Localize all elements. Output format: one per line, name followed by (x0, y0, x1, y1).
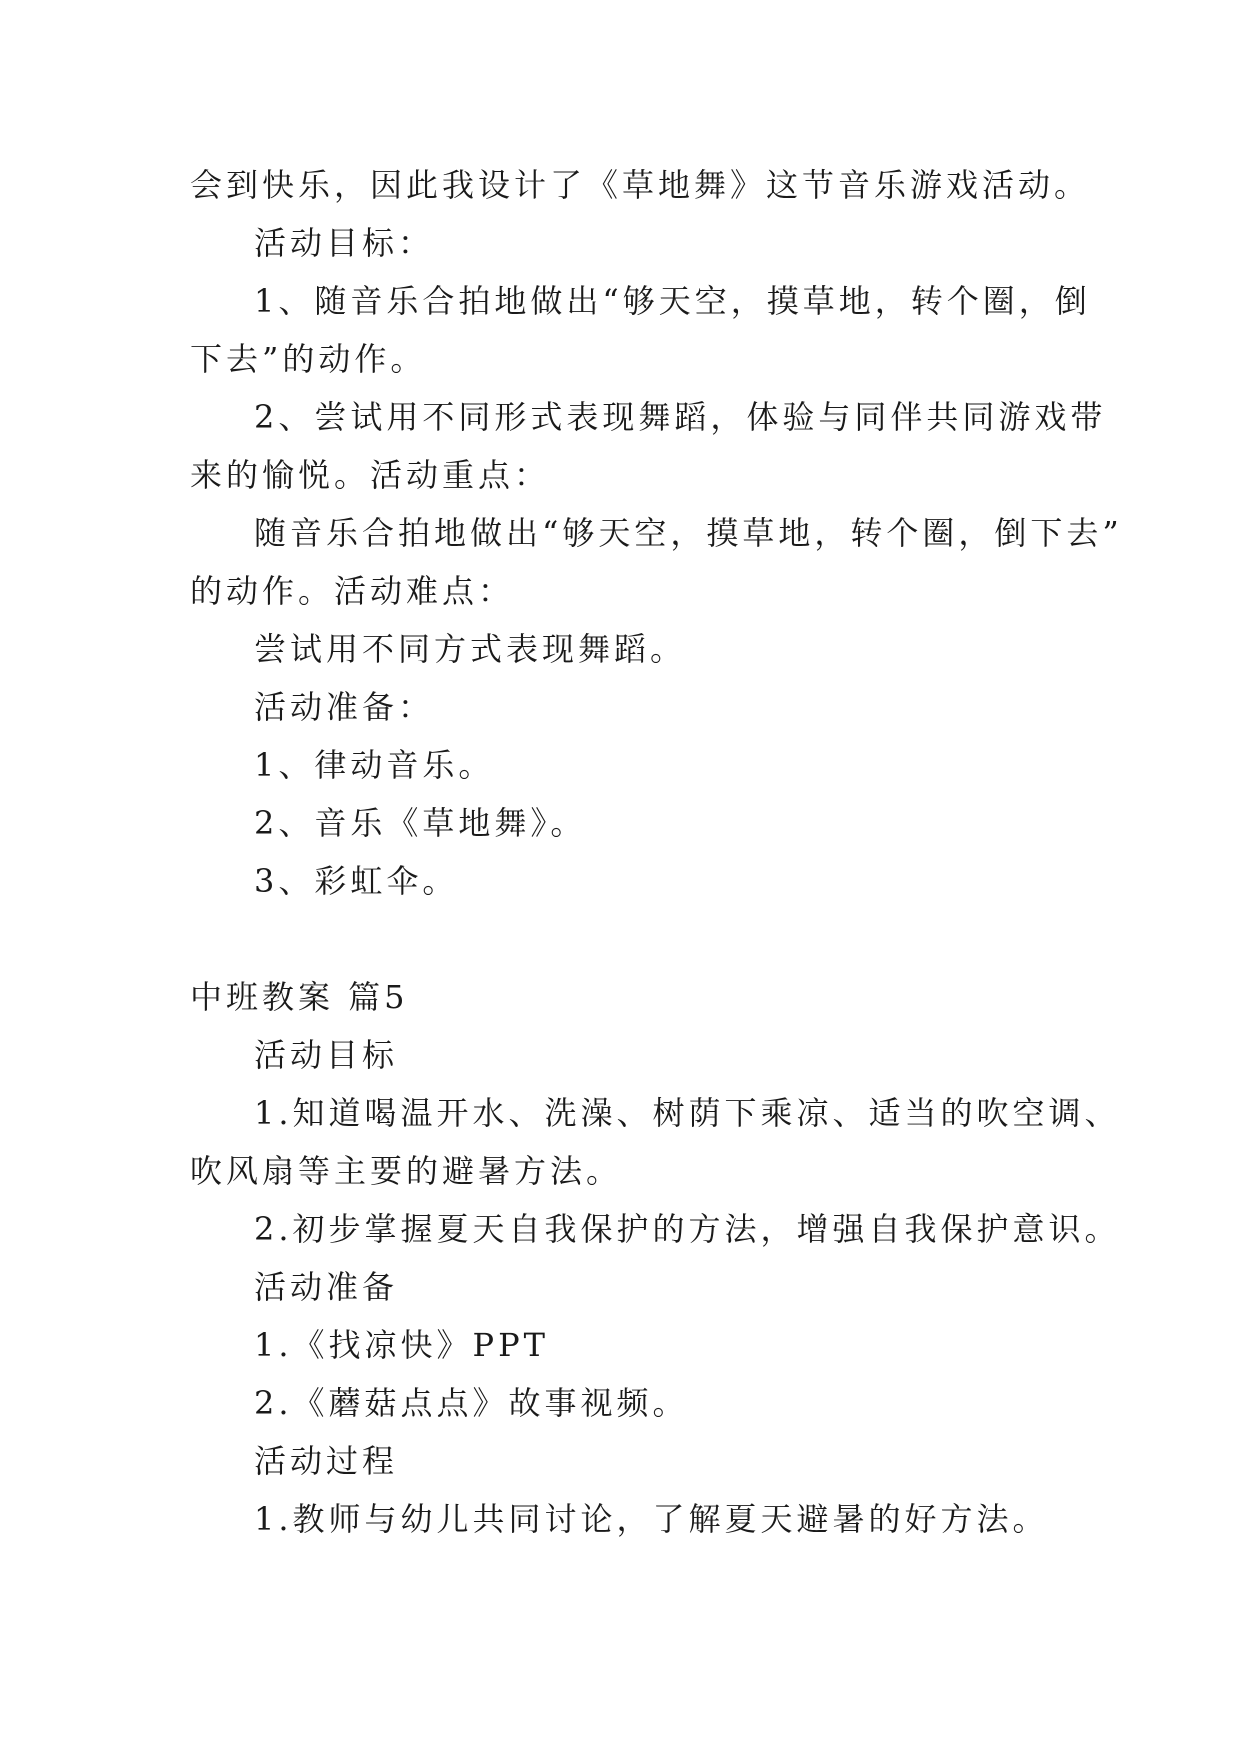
goal-item-2: 2、尝试用不同形式表现舞蹈，体验与同伴共同游戏带 (254, 398, 1107, 436)
section-heading-preparation: 活动准备： (254, 688, 435, 726)
preparation-item-2b: 2.《蘑菇点点》故事视频。 (254, 1384, 689, 1422)
goal-item-2b: 2.初步掌握夏天自我保护的方法，增强自我保护意识。 (254, 1210, 1121, 1248)
preparation-item-3: 3、彩虹伞。 (254, 862, 459, 900)
section-title-lesson-5: 中班教案 篇5 (190, 978, 409, 1016)
section-heading-preparation-2: 活动准备 (254, 1268, 399, 1306)
section-heading-activity-goals-2: 活动目标 (254, 1036, 399, 1074)
difficulty-text: 尝试用不同方式表现舞蹈。 (254, 630, 687, 668)
goal-item-1b-continued: 吹风扇等主要的避暑方法。 (190, 1152, 623, 1190)
section-heading-activity-goals: 活动目标： (254, 224, 435, 262)
goal-item-1b: 1.知道喝温开水、洗澡、树荫下乘凉、适当的吹空调、 (254, 1094, 1121, 1132)
preparation-item-1b: 1.《找凉快》PPT (254, 1326, 549, 1364)
preparation-item-2: 2、音乐《草地舞》。 (254, 804, 587, 842)
key-point-text: 随音乐合拍地做出“够天空，摸草地，转个圈，倒下去” (254, 514, 1123, 552)
section-heading-process: 活动过程 (254, 1442, 399, 1480)
paragraph-line: 会到快乐，因此我设计了《草地舞》这节音乐游戏活动。 (190, 166, 1091, 204)
goal-item-1: 1、随音乐合拍地做出“够天空，摸草地，转个圈，倒 (254, 282, 1091, 320)
preparation-item-1: 1、律动音乐。 (254, 746, 495, 784)
goal-item-1-continued: 下去”的动作。 (190, 340, 427, 378)
goal-item-2-continued: 来的愉悦。活动重点： (190, 456, 551, 494)
process-item-1: 1.教师与幼儿共同讨论，了解夏天避暑的好方法。 (254, 1500, 1049, 1538)
key-point-text-continued: 的动作。活动难点： (190, 572, 515, 610)
